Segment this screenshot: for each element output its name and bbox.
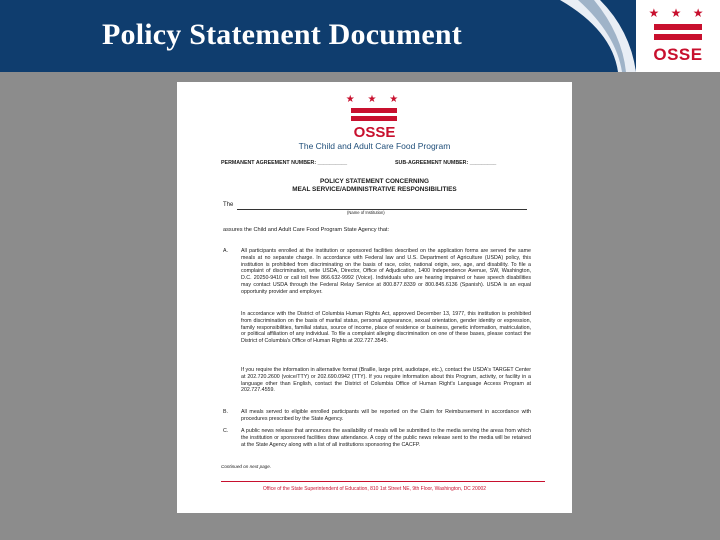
doc-logo-text: OSSE: [353, 124, 396, 141]
document-heading: [177, 178, 572, 194]
doc-logo-bar-top: [351, 108, 397, 113]
doc-logo-bar-bottom: [351, 116, 397, 121]
continued-note: Continued on next page.: [221, 464, 272, 469]
program-name: The Child and Adult Care Food Program: [298, 141, 451, 151]
item-letter: A.: [223, 248, 229, 254]
institution-caption: (Name of Institution): [347, 210, 385, 215]
header-swoosh-decoration: [560, 0, 640, 72]
item-a-dc-human-rights: In accordance with the District of Columbia Human Rights Act, approved December 13, 1977, this institution is prohibited from discrimination on the basis of marital status, personal appearance, sexual orientation, gender identity or expression, family responsibilities, familial status, source of income, place of residence or business, genetic information, matriculation, or political affiliation of any individual. To file a complaint alleging discrimination on one of these bases, please contact the District of Columbia's Office of Human Rights at 202.727.3545.: [241, 311, 531, 345]
item-letter: C.: [223, 428, 229, 434]
item-text: All participants enrolled at the institution or sponsored facilities described on the application forms are served the same meals at no separate charge. In accordance with Federal law and U.S. Department of Agriculture (USDA) policy, this institution is prohibited from discriminating on the basis of race, color, national origin, sex, age, and disability. To file a complaint of discrimination, write USDA, Director, Office of Adjudication, 1400 Independence Avenue, SW, Washington, D.C. 20250-9410 or call toll free 866.632-9992 (Voice). Individuals who are hearing impaired or have speech disabilities may contact USDA through the Federal Relay Service at 800.877.8339 or 800.845.6136 (Spanish). USDA is an equal opportunity provider and employer.: [241, 248, 531, 295]
item-text: A public news release that announces the availability of meals will be submitted to the media serving the areas from which the institution or sponsored facilities draw attendance. A copy of the public news release sent to the media will be retained at the State Agency along with a list of all institutions sponsoring the CACFP.: [241, 428, 531, 448]
assures-statement: assures the Child and Adult Care Food Program State Agency that:: [223, 227, 390, 233]
item-letter: B.: [223, 409, 229, 415]
logo-stars-icon: ★ ★ ★: [648, 6, 708, 20]
policy-document-page: [177, 82, 572, 513]
institution-name-row: [223, 202, 529, 210]
heading-line-2: MEAL SERVICE/ADMINISTRATIVE RESPONSIBILITIES: [292, 186, 457, 193]
logo-bar-top: [654, 24, 702, 30]
sub-agreement-number: SUB-AGREEMENT NUMBER: _________: [395, 160, 497, 166]
logo-text: OSSE: [653, 45, 703, 64]
footer-address: Office of the State Superintendent of Education, 810 1st Street NE, 9th Floor, Washington, DC 20002: [262, 486, 487, 492]
heading-line-1: POLICY STATEMENT CONCERNING: [320, 178, 429, 185]
slide-header: [0, 0, 720, 72]
slide-title: Policy Statement Document: [102, 18, 462, 51]
permanent-agreement-number: PERMANENT AGREEMENT NUMBER: __________: [221, 160, 348, 166]
osse-logo-header: [636, 0, 720, 72]
the-label: The: [223, 202, 234, 208]
footer-divider: [221, 481, 545, 482]
logo-bar-bottom: [654, 34, 702, 40]
item-a-alternative-format: If you require the information in alternative format (Braille, large print, audiotape, etc.), contact the USDA's TARGET Center at 202.720.2600 (voice/TTY) or 202.690.0942 (TTY). If you require information about this Program, activity, or facility in a language other than English, contact the District of Columbia Office of Human Right's Language Access Program at 202.727.4559.: [241, 367, 531, 394]
doc-logo-stars-icon: ★ ★ ★: [345, 94, 404, 105]
item-text: All meals served to eligible enrolled participants will be reported on the Claim for Reimbursement in accordance with procedures prescribed by the State Agency.: [241, 409, 531, 422]
